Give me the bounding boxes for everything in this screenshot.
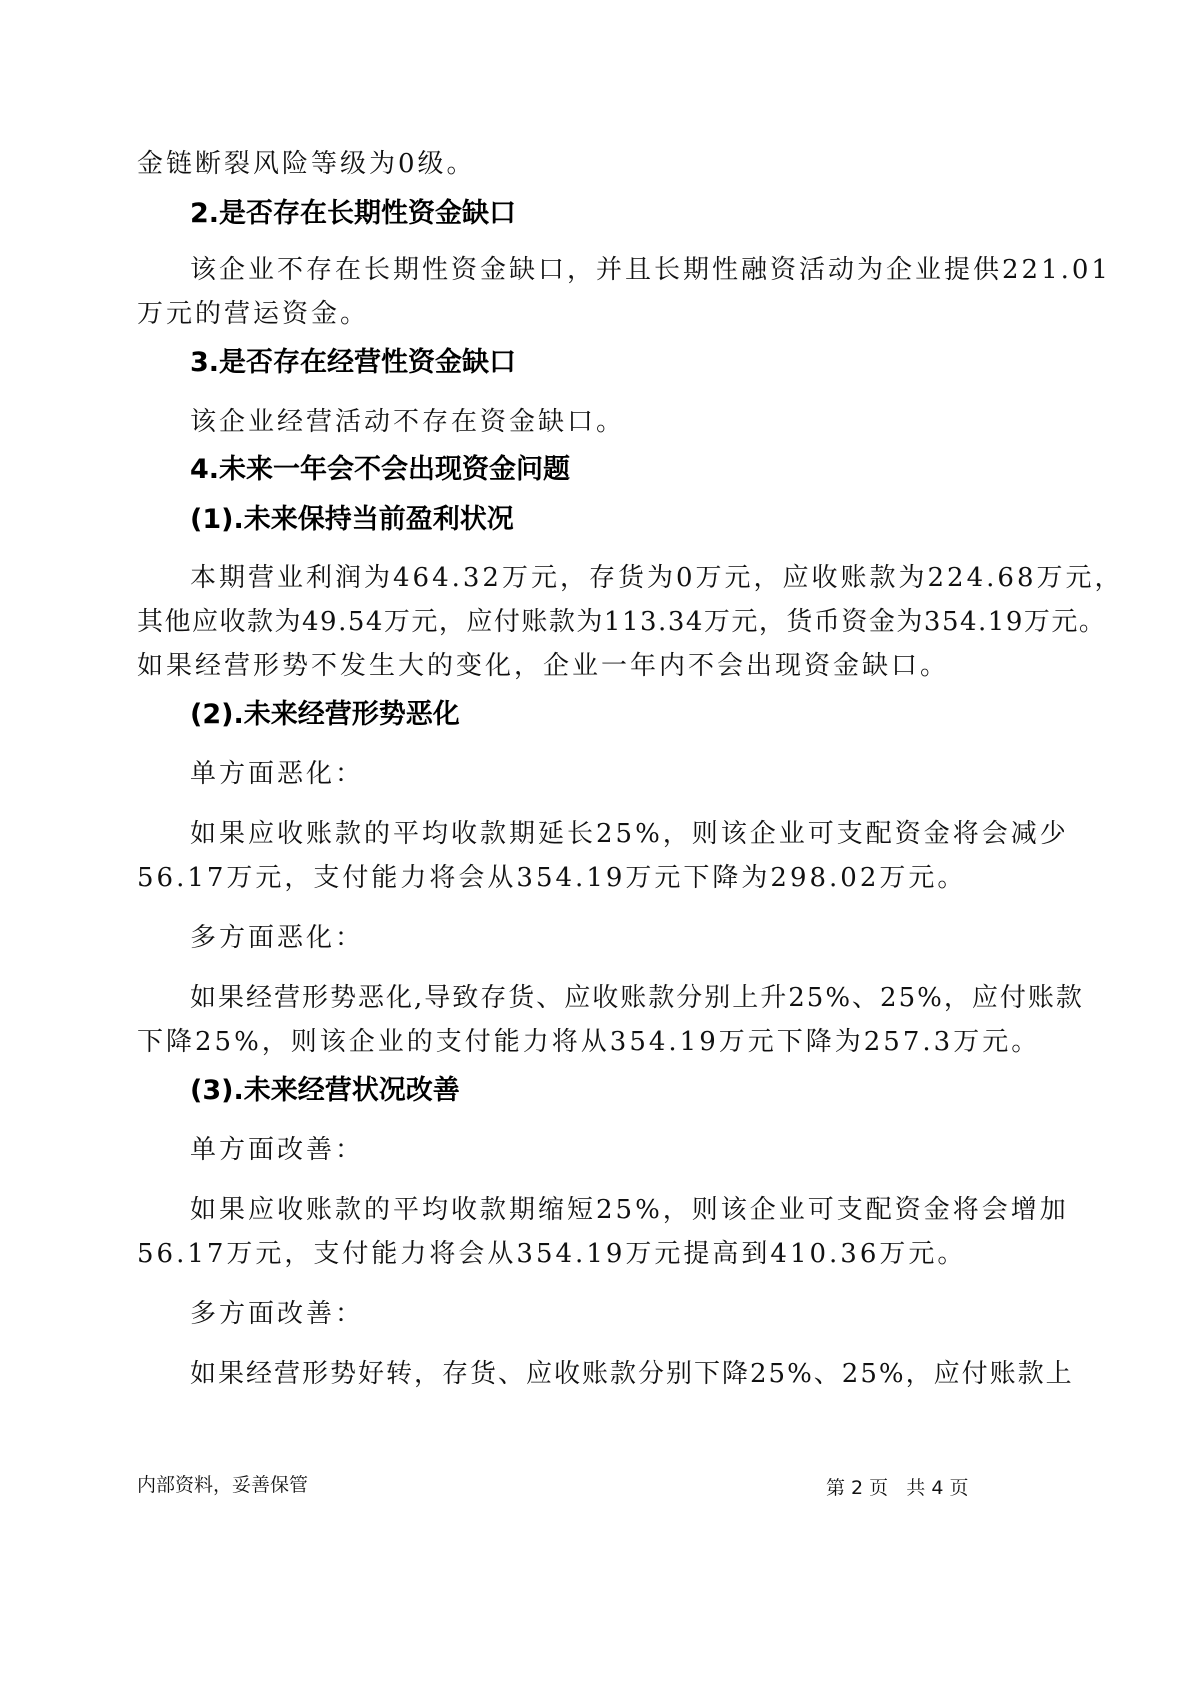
- paragraph-line: 单方面改善：: [190, 1135, 365, 1165]
- paragraph-line: 56.17万元，支付能力将会从354.19万元提高到410.36万元。: [137, 1239, 967, 1269]
- footer-confidential-note: 内部资料，妥善保管: [137, 1474, 309, 1496]
- footer-page-number: 第 2 页 共 4 页: [826, 1477, 969, 1499]
- paragraph-line: 如果经营形势恶化,导致存货、应收账款分别上升25%、25%，应付账款: [190, 983, 1084, 1013]
- subsection-heading-improving: (3).未来经营状况改善: [190, 1075, 460, 1106]
- paragraph-line: 金链断裂风险等级为0级。: [137, 149, 476, 179]
- subsection-heading-current-profit: (1).未来保持当前盈利状况: [190, 504, 514, 535]
- paragraph-line: 该企业经营活动不存在资金缺口。: [190, 407, 626, 437]
- paragraph-line: 本期营业利润为464.32万元，存货为0万元，应收账款为224.68万元，: [190, 563, 1124, 593]
- paragraph-line: 下降25%，则该企业的支付能力将从354.19万元下降为257.3万元。: [137, 1027, 1041, 1057]
- paragraph-line: 如果应收账款的平均收款期延长25%，则该企业可支配资金将会减少: [190, 819, 1069, 849]
- section-heading-long-term-gap: 2.是否存在长期性资金缺口: [190, 198, 517, 229]
- paragraph-line: 56.17万元，支付能力将会从354.19万元下降为298.02万元。: [137, 863, 967, 893]
- paragraph-line: 如果应收账款的平均收款期缩短25%，则该企业可支配资金将会增加: [190, 1195, 1069, 1225]
- subsection-heading-worsening: (2).未来经营形势恶化: [190, 699, 460, 730]
- section-heading-operating-gap: 3.是否存在经营性资金缺口: [190, 347, 517, 378]
- paragraph-line: 如果经营形势不发生大的变化，企业一年内不会出现资金缺口。: [137, 651, 950, 681]
- paragraph-line: 单方面恶化：: [190, 759, 365, 789]
- paragraph-line: 万元的营运资金。: [137, 299, 370, 329]
- paragraph-line: 如果经营形势好转，存货、应收账款分别下降25%、25%，应付账款上: [190, 1359, 1074, 1389]
- section-heading-next-year: 4.未来一年会不会出现资金问题: [190, 454, 571, 485]
- paragraph-line: 其他应收款为49.54万元，应付账款为113.34万元，货币资金为354.19万元。: [137, 607, 1107, 637]
- paragraph-line: 该企业不存在长期性资金缺口，并且长期性融资活动为企业提供221.01: [190, 255, 1111, 285]
- paragraph-line: 多方面改善：: [190, 1299, 365, 1329]
- paragraph-line: 多方面恶化：: [190, 923, 365, 953]
